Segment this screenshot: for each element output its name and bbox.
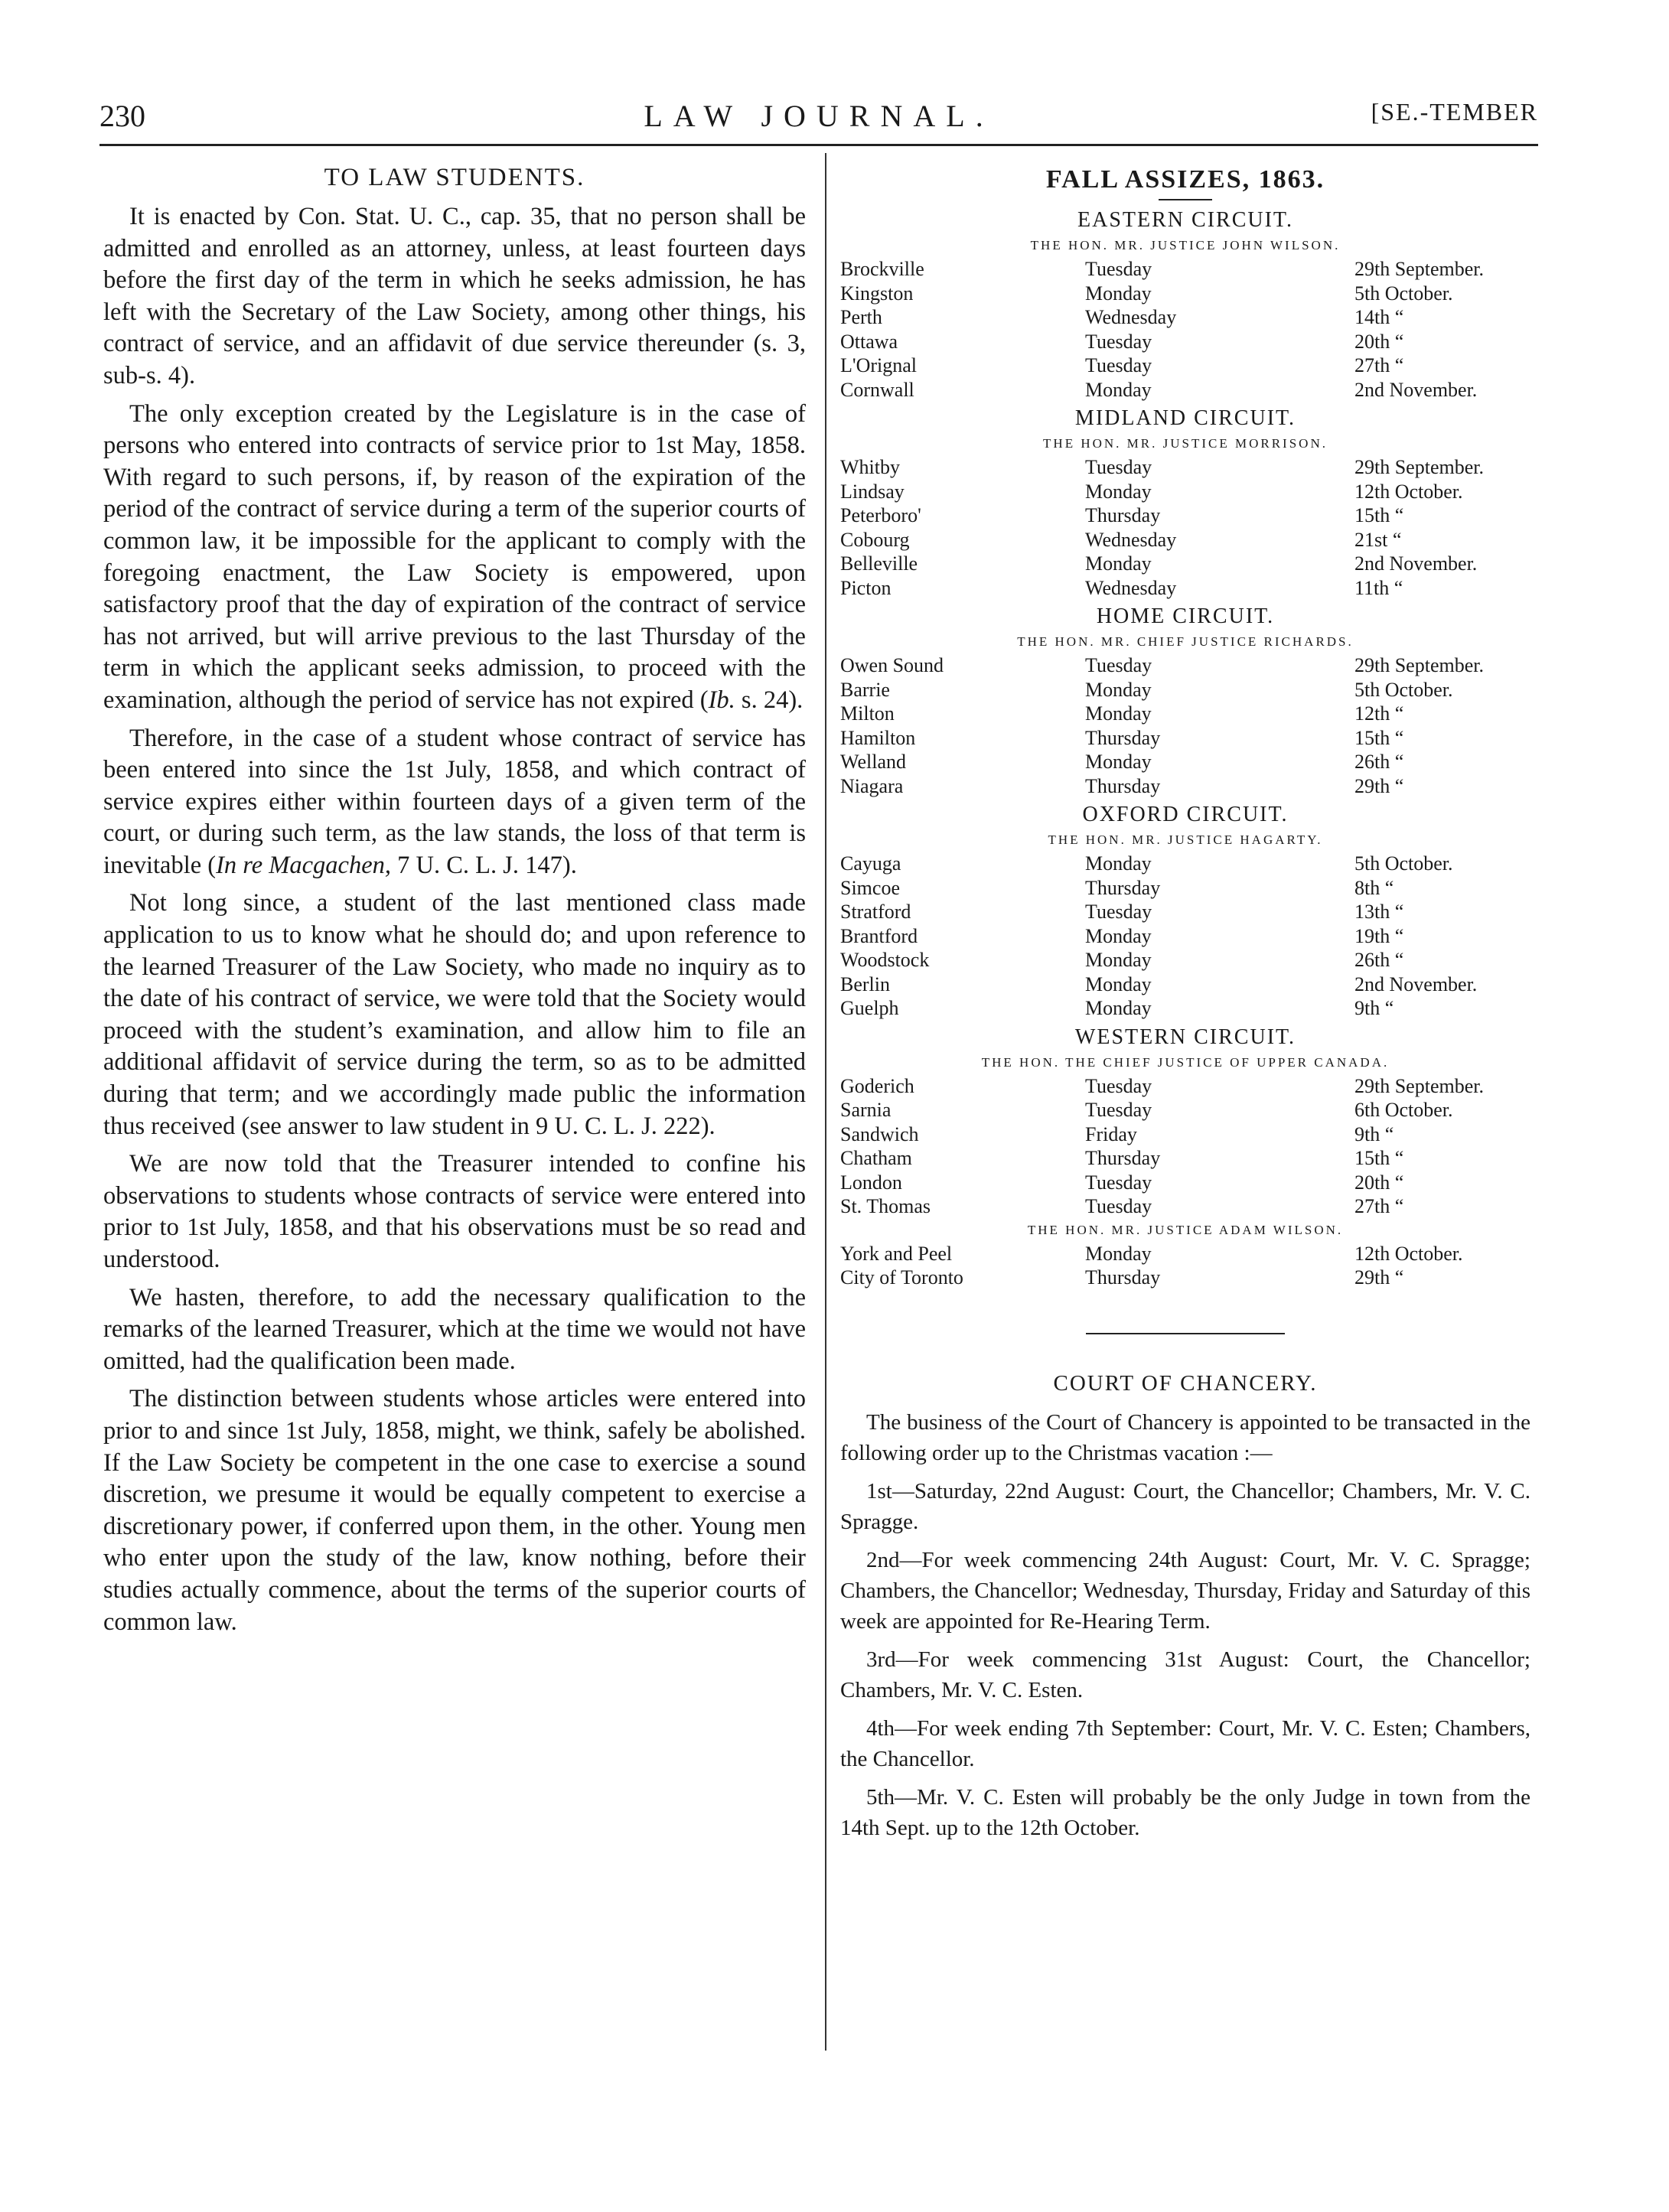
sitting-table xyxy=(840,257,1530,402)
sitting-day: Monday xyxy=(1085,924,1152,947)
circuit-name: HOME CIRCUIT. xyxy=(1096,604,1275,628)
article-heading: TO LAW STUDENTS. xyxy=(324,164,585,191)
sitting-row xyxy=(840,1122,1530,1147)
article-paragraph xyxy=(103,201,806,393)
sitting-date: 12th “ xyxy=(1354,702,1404,725)
sitting-date: 2nd November. xyxy=(1354,552,1478,575)
judge-name: THE HON. MR. JUSTICE HAGARTY. xyxy=(1048,832,1323,847)
issue-month: [SE.-TEMBER xyxy=(1371,98,1538,125)
sitting-table xyxy=(840,852,1530,1021)
paragraph-text: Therefore, in the case of a student whose contract of service has been entered into since the 1st July, 1858, and which contract of service expires either within fourteen days of a given term of the court, or during such term, as the law stands, the loss of that term is inevitable ( xyxy=(103,724,806,879)
article-paragraph xyxy=(103,1383,806,1638)
sitting-day: Tuesday xyxy=(1085,654,1152,676)
sitting-day: Thursday xyxy=(1085,1147,1161,1169)
sitting-town: Goderich xyxy=(840,1074,914,1097)
sitting-row xyxy=(840,480,1530,504)
section-divider xyxy=(1086,1333,1285,1334)
sitting-row xyxy=(840,1171,1530,1195)
judge-name: THE HON. MR. CHIEF JUSTICE RICHARDS. xyxy=(1017,634,1354,649)
paragraph-text: 7 U. C. L. J. 147). xyxy=(391,851,577,879)
sitting-day: Thursday xyxy=(1085,876,1161,899)
sitting-town: Cobourg xyxy=(840,528,910,551)
journal-title: LAW JOURNAL. xyxy=(644,99,994,133)
sitting-day: Tuesday xyxy=(1085,1074,1152,1097)
sitting-town: York and Peel xyxy=(840,1242,953,1265)
sitting-row xyxy=(840,330,1530,354)
sitting-row xyxy=(840,305,1530,330)
chancery-heading: COURT OF CHANCERY. xyxy=(1053,1370,1318,1396)
sitting-date: 29th “ xyxy=(1354,1266,1404,1288)
sitting-date: 12th October. xyxy=(1354,480,1463,503)
sitting-town: Brantford xyxy=(840,924,918,947)
sitting-town: Peterboro' xyxy=(840,504,921,526)
sitting-day: Tuesday xyxy=(1085,330,1152,353)
sitting-town: Owen Sound xyxy=(840,654,944,676)
sitting-town: Simcoe xyxy=(840,876,900,899)
right-column xyxy=(840,161,1530,1851)
circuit-name: MIDLAND CIRCUIT. xyxy=(1074,406,1296,430)
sitting-day: Wednesday xyxy=(1085,528,1177,551)
sitting-table xyxy=(840,1074,1530,1219)
sitting-town: Hamilton xyxy=(840,726,916,749)
sitting-town: Lindsay xyxy=(840,480,905,503)
sitting-town: Chatham xyxy=(840,1147,912,1169)
sitting-date: 2nd November. xyxy=(1354,378,1478,401)
sitting-day: Monday xyxy=(1085,378,1152,401)
sitting-day: Monday xyxy=(1085,852,1152,875)
judge-name: THE HON. THE CHIEF JUSTICE OF UPPER CANADA. xyxy=(981,1054,1390,1070)
sitting-day: Tuesday xyxy=(1085,456,1152,478)
sitting-table xyxy=(840,653,1530,798)
chancery-body xyxy=(840,1407,1530,1843)
sitting-town: Welland xyxy=(840,751,906,773)
sitting-day: Wednesday xyxy=(1085,306,1177,328)
article-paragraph xyxy=(103,1282,806,1378)
sitting-town: Berlin xyxy=(840,972,890,995)
sitting-row xyxy=(840,528,1530,552)
chancery-paragraph: 2nd—For week commencing 24th August: Court, Mr. V. C. Spragge; Chambers, the Chancellor; Wednesday, Thursday, Friday and Saturday of this week are appointed for Re-Hearing Term. xyxy=(840,1547,1530,1634)
sitting-row xyxy=(840,948,1530,972)
sitting-date: 9th “ xyxy=(1354,1122,1394,1145)
sitting-day: Monday xyxy=(1085,552,1152,575)
sitting-town: Barrie xyxy=(840,678,890,701)
sitting-town: London xyxy=(840,1171,902,1194)
sitting-table xyxy=(840,1242,1530,1290)
sitting-date: 12th October. xyxy=(1354,1242,1463,1265)
sitting-day: Monday xyxy=(1085,751,1152,773)
article-paragraph xyxy=(103,399,806,717)
sitting-day: Tuesday xyxy=(1085,1171,1152,1194)
sitting-date: 21st “ xyxy=(1354,528,1402,551)
sitting-date: 13th “ xyxy=(1354,901,1404,923)
sitting-date: 29th September. xyxy=(1354,654,1484,676)
page-number: 230 xyxy=(99,99,145,133)
sitting-row xyxy=(840,996,1530,1021)
sitting-row xyxy=(840,924,1530,949)
sitting-date: 26th “ xyxy=(1354,751,1404,773)
sitting-row xyxy=(840,257,1530,282)
sitting-row xyxy=(840,774,1530,799)
sitting-date: 15th “ xyxy=(1354,504,1404,526)
sitting-town: City of Toronto xyxy=(840,1266,963,1288)
sitting-town: Cayuga xyxy=(840,852,901,875)
sitting-day: Thursday xyxy=(1085,774,1161,797)
paragraph-text: The only exception created by the Legislature is in the case of persons who entered into contracts of service prior to 1st May, 1858. With regard to such persons, if, by reason of the expiration of the period of the contract of service during a term of the superior courts of common law, it be impossible for the applicant to comply with the foregoing enactment, the Law Society is empowered, upon satisfactory proof that the day of expiration of the contract of service has not arrived, but will arrive previous to the last Thursday of the term in which the applicant seeks admission, to proceed with the examination, although the period of service has not expired ( xyxy=(103,399,806,714)
paragraph-text: Not long since, a student of the last mentioned class made application to us to know what he should do; and upon reference to the learned Treasurer of the Law Society, who made no inquiry as to the date of his contract of service, we were told that the Society would proceed with the student’s examination, and allow him to file an additional affidavit of service during the term, so as to be admitted during that term; and we accordingly made public the information thus received (see answer to law student in 9 U. C. L. J. 222). xyxy=(103,889,806,1140)
sitting-row xyxy=(840,552,1530,576)
sitting-row xyxy=(840,852,1530,876)
sitting-town: Niagara xyxy=(840,774,904,797)
sitting-row xyxy=(840,353,1530,378)
sitting-date: 6th October. xyxy=(1354,1099,1453,1121)
sitting-row xyxy=(840,1074,1530,1099)
sitting-date: 15th “ xyxy=(1354,726,1404,749)
sitting-day: Friday xyxy=(1085,1122,1137,1145)
sitting-date: 29th “ xyxy=(1354,774,1404,797)
sitting-date: 20th “ xyxy=(1354,330,1404,353)
sitting-row xyxy=(840,1194,1530,1219)
judge-name: THE HON. MR. JUSTICE MORRISON. xyxy=(1043,436,1328,451)
page-header xyxy=(99,98,1538,144)
sitting-table xyxy=(840,455,1530,600)
paragraph-text: It is enacted by Con. Stat. U. C., cap. 35, that no person shall be admitted and enrolled as an attorney, unless, at least fourteen days before the first day of the term in which he seeks admission, he has left with the Secretary of the Law Society, among other things, his contract of service, and an affidavit of due service thereunder (s. 3, sub-s. 4). xyxy=(103,203,806,389)
citation-italic: In re Macgachen, xyxy=(216,851,392,879)
sitting-day: Monday xyxy=(1085,997,1152,1019)
sitting-day: Tuesday xyxy=(1085,1195,1152,1217)
sitting-day: Tuesday xyxy=(1085,1099,1152,1121)
assizes-title: FALL ASSIZES, 1863. xyxy=(1045,165,1325,194)
sitting-day: Monday xyxy=(1085,282,1152,305)
sitting-town: Picton xyxy=(840,576,892,599)
header-rule xyxy=(99,144,1538,146)
column-divider xyxy=(825,153,826,2051)
sitting-row xyxy=(840,876,1530,901)
paragraph-text: We hasten, therefore, to add the necessary qualification to the remarks of the learned Treasurer, which at the time we would not have omitted, had the qualification been made. xyxy=(103,1283,806,1375)
sitting-row xyxy=(840,1146,1530,1171)
sitting-row xyxy=(840,378,1530,402)
sitting-town: Sandwich xyxy=(840,1122,919,1145)
chancery-paragraph: 5th—Mr. V. C. Esten will probably be the only Judge in town from the 14th Sept. up to the 12th October. xyxy=(840,1784,1530,1840)
sitting-town: Perth xyxy=(840,306,882,328)
circuit-name: EASTERN CIRCUIT. xyxy=(1077,208,1293,232)
sitting-town: Sarnia xyxy=(840,1099,892,1121)
sitting-town: Belleville xyxy=(840,552,918,575)
sitting-row xyxy=(840,972,1530,997)
sitting-row xyxy=(840,750,1530,774)
sitting-town: Brockville xyxy=(840,258,924,280)
sitting-day: Monday xyxy=(1085,702,1152,725)
paragraph-text: s. 24). xyxy=(735,686,804,714)
sitting-row xyxy=(840,455,1530,480)
sitting-date: 2nd November. xyxy=(1354,972,1478,995)
chancery-paragraph: 3rd—For week commencing 31st August: Court, the Chancellor; Chambers, Mr. V. C. Esten. xyxy=(840,1647,1530,1702)
sitting-day: Wednesday xyxy=(1085,576,1177,599)
sitting-row xyxy=(840,503,1530,528)
chancery-paragraph: The business of the Court of Chancery is appointed to be transacted in the following order up to the Christmas vacation :— xyxy=(840,1409,1530,1465)
sitting-row xyxy=(840,282,1530,306)
article-paragraph xyxy=(103,888,806,1142)
assizes-schedule xyxy=(840,207,1530,1290)
sitting-day: Tuesday xyxy=(1085,354,1152,376)
sitting-row xyxy=(840,653,1530,678)
sitting-day: Thursday xyxy=(1085,1266,1161,1288)
sitting-date: 5th October. xyxy=(1354,852,1453,875)
sitting-row xyxy=(840,1242,1530,1266)
article-paragraph xyxy=(103,723,806,882)
left-column xyxy=(103,161,806,1644)
citation-italic: Ib. xyxy=(708,686,735,714)
sitting-day: Monday xyxy=(1085,480,1152,503)
sitting-date: 5th October. xyxy=(1354,282,1453,305)
sitting-row xyxy=(840,726,1530,751)
sitting-town: Milton xyxy=(840,702,895,725)
sitting-date: 20th “ xyxy=(1354,1171,1404,1194)
sitting-day: Thursday xyxy=(1085,726,1161,749)
article-paragraph xyxy=(103,1148,806,1275)
sitting-row xyxy=(840,1098,1530,1122)
paragraph-text: We are now told that the Treasurer intended to confine his observations to students whose contracts of service were entered into prior to 1st July, 1858, and that his observations must be so read and understood. xyxy=(103,1150,806,1273)
chancery-paragraph: 1st—Saturday, 22nd August: Court, the Chancellor; Chambers, Mr. V. C. Spragge. xyxy=(840,1478,1530,1534)
sitting-day: Tuesday xyxy=(1085,901,1152,923)
sitting-day: Tuesday xyxy=(1085,258,1152,280)
circuit-name: WESTERN CIRCUIT. xyxy=(1074,1025,1296,1049)
sitting-town: Cornwall xyxy=(840,378,914,401)
circuit-name: OXFORD CIRCUIT. xyxy=(1082,803,1289,826)
sitting-day: Monday xyxy=(1085,678,1152,701)
sitting-row xyxy=(840,576,1530,601)
sitting-town: Guelph xyxy=(840,997,899,1019)
sitting-town: Stratford xyxy=(840,901,911,923)
sitting-day: Monday xyxy=(1085,972,1152,995)
sitting-date: 26th “ xyxy=(1354,949,1404,971)
sitting-date: 11th “ xyxy=(1354,576,1403,599)
sitting-date: 29th September. xyxy=(1354,258,1484,280)
sitting-town: Whitby xyxy=(840,456,900,478)
sitting-date: 29th September. xyxy=(1354,1074,1484,1097)
sitting-row xyxy=(840,900,1530,924)
sitting-row xyxy=(840,702,1530,726)
sitting-date: 9th “ xyxy=(1354,997,1394,1019)
sitting-day: Monday xyxy=(1085,949,1152,971)
sitting-town: L'Orignal xyxy=(840,354,917,376)
sitting-date: 27th “ xyxy=(1354,1195,1404,1217)
sitting-date: 27th “ xyxy=(1354,354,1404,376)
sitting-date: 5th October. xyxy=(1354,678,1453,701)
sitting-town: Ottawa xyxy=(840,330,898,353)
sitting-town: St. Thomas xyxy=(840,1195,931,1217)
sitting-date: 8th “ xyxy=(1354,876,1394,899)
sitting-date: 19th “ xyxy=(1354,924,1404,947)
sitting-town: Woodstock xyxy=(840,949,930,971)
sitting-day: Monday xyxy=(1085,1242,1152,1265)
title-rule xyxy=(1159,199,1212,200)
sitting-date: 14th “ xyxy=(1354,306,1404,328)
sitting-date: 29th September. xyxy=(1354,456,1484,478)
judge-name: THE HON. MR. JUSTICE ADAM WILSON. xyxy=(1027,1222,1344,1237)
sitting-row xyxy=(840,678,1530,702)
sitting-day: Thursday xyxy=(1085,504,1161,526)
chancery-paragraph: 4th—For week ending 7th September: Court, Mr. V. C. Esten; Chambers, the Chancellor. xyxy=(840,1715,1530,1771)
sitting-town: Kingston xyxy=(840,282,914,305)
sitting-row xyxy=(840,1266,1530,1290)
sitting-date: 15th “ xyxy=(1354,1147,1404,1169)
judge-name: THE HON. MR. JUSTICE JOHN WILSON. xyxy=(1030,238,1341,252)
article-body xyxy=(103,201,806,1638)
paragraph-text: The distinction between students whose articles were entered into prior to and since 1st July, 1858, might, we think, safely be abolished. If the Law Society be competent in the one case to exercise a sound discretion, we presume it would be equally competent to exercise a discretionary power, if conferred upon them, in the other. Young men who enter upon the study of the law, know nothing, before their studies actually commence, about the terms of the superior courts of common law. xyxy=(103,1385,806,1636)
